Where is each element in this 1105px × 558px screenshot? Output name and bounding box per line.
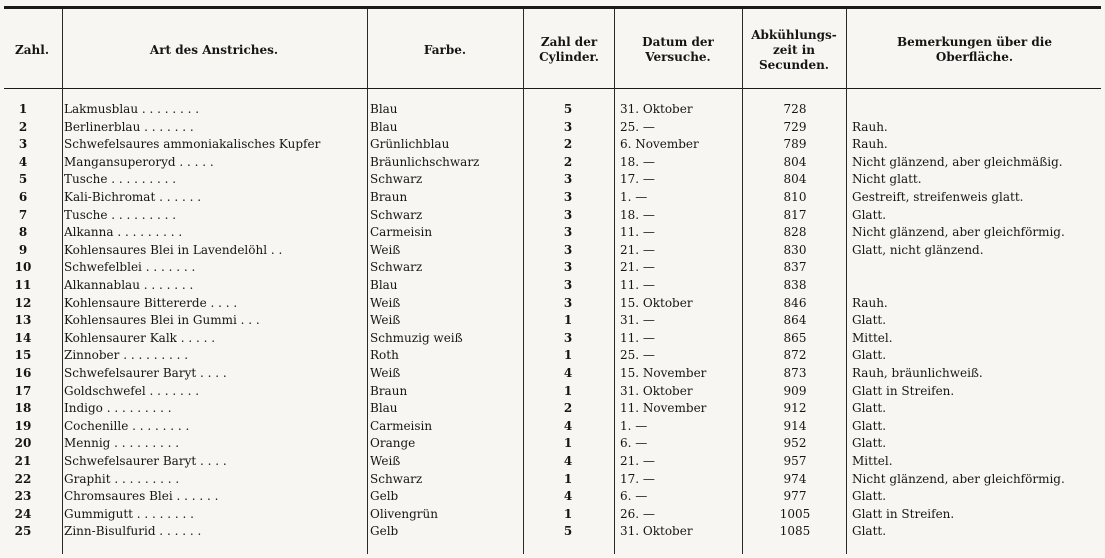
color-cell: Schwarz: [370, 471, 423, 486]
surface-remark-cell: Nicht glatt.: [852, 172, 922, 187]
coating-type-cell: Gummigutt . . . . . . . .: [64, 506, 194, 521]
cylinder-count-cell: 2: [563, 154, 573, 169]
surface-remark-cell: Glatt in Streifen.: [852, 383, 955, 398]
table-row: [4, 207, 1101, 224]
cooling-time-cell: 828: [783, 225, 807, 240]
coating-type-cell: Goldschwefel . . . . . . .: [64, 383, 200, 398]
coating-type-cell: Mennig . . . . . . . . .: [64, 436, 180, 451]
color-cell: Schmuzig weiß: [370, 330, 463, 345]
header-datum: Datum der Versuche.: [642, 35, 714, 64]
surface-remark-cell: Nicht glänzend, aber gleichförmig.: [852, 471, 1065, 486]
color-cell: Blau: [370, 119, 398, 134]
cooling-time-cell: 957: [783, 454, 807, 468]
test-date-cell: 1. —: [620, 190, 648, 204]
row-number-cell: 25: [14, 524, 32, 539]
cylinder-count-cell: 1: [563, 383, 573, 398]
coating-type-cell: Graphit . . . . . . . . .: [64, 471, 180, 486]
row-number-cell: 17: [14, 383, 32, 398]
color-cell: Roth: [370, 348, 399, 363]
test-date-cell: 15. Oktober: [620, 295, 693, 310]
test-date-cell: 11. November: [620, 401, 707, 416]
cooling-time-cell: 952: [783, 436, 807, 451]
cooling-time-cell: 912: [783, 401, 807, 416]
coating-type-cell: Tusche . . . . . . . . .: [64, 207, 177, 222]
row-number-cell: 19: [14, 418, 32, 433]
coating-type-cell: Schwefelsaurer Baryt . . . .: [64, 454, 227, 468]
surface-remark-cell: Rauh, bräunlichweiß.: [852, 366, 983, 380]
surface-remark-cell: Glatt.: [852, 313, 887, 328]
test-date-cell: 25. —: [620, 348, 655, 363]
surface-remark-cell: Rauh.: [852, 119, 888, 134]
cooling-time-cell: 804: [783, 172, 807, 187]
row-number-cell: 20: [14, 436, 32, 451]
row-number-cell: 5: [18, 172, 28, 187]
table-row: [4, 365, 1101, 382]
row-number-cell: 14: [14, 330, 32, 345]
coating-type-cell: Kohlensaurer Kalk . . . . .: [64, 330, 216, 345]
row-number-cell: 9: [18, 242, 28, 257]
row-number-cell: 4: [18, 154, 28, 169]
surface-remark-cell: Glatt.: [852, 207, 887, 222]
surface-remark-cell: Glatt.: [852, 401, 887, 416]
coating-type-cell: Alkanna . . . . . . . . .: [64, 225, 183, 240]
table-row: [4, 171, 1101, 188]
coating-type-cell: Schwefelsaurer Baryt . . . .: [64, 366, 227, 380]
test-date-cell: 11. —: [620, 225, 655, 240]
surface-remark-cell: Nicht glänzend, aber gleichmäßig.: [852, 154, 1063, 169]
cooling-time-cell: 977: [783, 489, 807, 504]
test-date-cell: 17. —: [620, 471, 655, 486]
surface-remark-cell: Glatt.: [852, 489, 887, 504]
color-cell: Gelb: [370, 489, 399, 504]
row-number-cell: 21: [14, 454, 32, 468]
table-row: [4, 471, 1101, 488]
surface-remark-cell: Glatt.: [852, 418, 887, 433]
data-table: [4, 6, 1101, 554]
color-cell: Weiß: [370, 313, 401, 328]
test-date-cell: 6. November: [620, 137, 699, 152]
color-cell: Weiß: [370, 366, 401, 380]
test-date-cell: 1. —: [620, 418, 648, 433]
coating-type-cell: Lakmusblau . . . . . . . .: [64, 102, 200, 116]
cooling-time-cell: 872: [783, 348, 807, 363]
cylinder-count-cell: 1: [563, 436, 573, 451]
cooling-time-cell: 1085: [779, 524, 811, 539]
color-cell: Orange: [370, 436, 416, 451]
table-row: [4, 400, 1101, 417]
cylinder-count-cell: 3: [563, 295, 573, 310]
color-cell: Blau: [370, 278, 398, 292]
header-farbe: Farbe.: [423, 42, 467, 57]
color-cell: Schwarz: [370, 172, 423, 187]
table-row: [4, 506, 1101, 523]
row-number-cell: 11: [14, 278, 32, 292]
cooling-time-cell: 864: [783, 313, 807, 328]
cylinder-count-cell: 5: [563, 102, 573, 116]
row-number-cell: 24: [14, 506, 32, 521]
color-cell: Weiß: [370, 454, 401, 468]
color-cell: Bräunlichschwarz: [370, 154, 480, 169]
cooling-time-cell: 1005: [779, 506, 811, 521]
test-date-cell: 17. —: [620, 172, 655, 187]
color-cell: Grünlichblau: [370, 137, 450, 152]
cylinder-count-cell: 3: [563, 225, 573, 240]
coating-type-cell: Zinn-Bisulfurid . . . . . .: [64, 524, 202, 539]
table-row: [4, 277, 1101, 294]
row-number-cell: 13: [14, 313, 32, 328]
cylinder-count-cell: 3: [563, 278, 573, 292]
cylinder-count-cell: 1: [563, 471, 573, 486]
cooling-time-cell: 837: [783, 260, 807, 275]
coating-type-cell: Chromsaures Blei . . . . . .: [64, 489, 219, 504]
header-art: Art des Anstriches.: [149, 42, 279, 57]
coating-type-cell: Schwefelsaures ammoniakalisches Kupfer: [64, 137, 321, 152]
header-bemerkungen: Bemerkungen über die Oberfläche.: [897, 35, 1052, 64]
surface-remark-cell: Mittel.: [852, 330, 893, 345]
surface-remark-cell: Rauh.: [852, 295, 888, 310]
table-row: [4, 101, 1101, 118]
test-date-cell: 25. —: [620, 119, 655, 134]
cooling-time-cell: 909: [783, 383, 807, 398]
color-cell: Weiß: [370, 295, 401, 310]
table-row: [4, 523, 1101, 540]
cylinder-count-cell: 4: [563, 418, 573, 433]
surface-remark-cell: Mittel.: [852, 454, 893, 468]
color-cell: Weiß: [370, 242, 401, 257]
row-number-cell: 16: [14, 366, 32, 380]
test-date-cell: 21. —: [620, 242, 655, 257]
color-cell: Olivengrün: [370, 506, 438, 521]
row-number-cell: 15: [14, 348, 32, 363]
test-date-cell: 26. —: [620, 506, 655, 521]
coating-type-cell: Berlinerblau . . . . . . .: [64, 119, 194, 134]
cooling-time-cell: 830: [783, 242, 807, 257]
test-date-cell: 31. Oktober: [620, 524, 693, 539]
cooling-time-cell: 804: [783, 154, 807, 169]
row-number-cell: 7: [18, 207, 28, 222]
table-row: [4, 347, 1101, 364]
color-cell: Braun: [370, 190, 408, 204]
coating-type-cell: Zinnober . . . . . . . . .: [64, 348, 189, 363]
table-row: [4, 488, 1101, 505]
test-date-cell: 31. Oktober: [620, 102, 693, 116]
cylinder-count-cell: 3: [563, 330, 573, 345]
table-row: [4, 136, 1101, 153]
table-row: [4, 383, 1101, 400]
table-row: [4, 189, 1101, 206]
table-row: [4, 330, 1101, 347]
table-row: [4, 119, 1101, 136]
row-number-cell: 1: [18, 102, 28, 116]
cylinder-count-cell: 3: [563, 172, 573, 187]
table-row: [4, 435, 1101, 452]
row-number-cell: 10: [14, 260, 32, 275]
coating-type-cell: Alkannablau . . . . . . .: [64, 278, 194, 292]
color-cell: Blau: [370, 102, 398, 116]
color-cell: Schwarz: [370, 207, 423, 222]
surface-remark-cell: Gestreift, streifenweis glatt.: [852, 190, 1024, 204]
cylinder-count-cell: 3: [563, 190, 573, 204]
cylinder-count-cell: 5: [563, 524, 573, 539]
row-number-cell: 12: [14, 295, 32, 310]
cooling-time-cell: 914: [783, 418, 807, 433]
color-cell: Gelb: [370, 524, 399, 539]
cylinder-count-cell: 1: [563, 506, 573, 521]
cooling-time-cell: 838: [783, 278, 807, 292]
surface-remark-cell: Glatt.: [852, 436, 887, 451]
surface-remark-cell: Glatt.: [852, 524, 887, 539]
table-row: [4, 295, 1101, 312]
cylinder-count-cell: 1: [563, 348, 573, 363]
test-date-cell: 11. —: [620, 330, 655, 345]
coating-type-cell: Indigo . . . . . . . . .: [64, 401, 172, 416]
cylinder-count-cell: 3: [563, 207, 573, 222]
test-date-cell: 21. —: [620, 260, 655, 275]
cylinder-count-cell: 4: [563, 489, 573, 504]
cooling-time-cell: 865: [783, 330, 807, 345]
coating-type-cell: Kohlensaures Blei in Lavendelöhl . .: [64, 242, 283, 257]
cylinder-count-cell: 2: [563, 137, 573, 152]
coating-type-cell: Kohlensaure Bittererde . . . .: [64, 295, 238, 310]
cylinder-count-cell: 1: [563, 313, 573, 328]
test-date-cell: 18. —: [620, 154, 655, 169]
color-cell: Braun: [370, 383, 408, 398]
cooling-time-cell: 789: [783, 137, 807, 152]
surface-remark-cell: Glatt in Streifen.: [852, 506, 955, 521]
cooling-time-cell: 817: [783, 207, 807, 222]
test-date-cell: 31. Oktober: [620, 383, 693, 398]
cylinder-count-cell: 3: [563, 242, 573, 257]
coating-type-cell: Schwefelblei . . . . . . .: [64, 260, 196, 275]
cylinder-count-cell: 3: [563, 119, 573, 134]
test-date-cell: 21. —: [620, 454, 655, 468]
cooling-time-cell: 729: [783, 119, 807, 134]
table-row: [4, 154, 1101, 171]
coating-type-cell: Cochenille . . . . . . . .: [64, 418, 190, 433]
row-number-cell: 3: [18, 137, 28, 152]
coating-type-cell: Kohlensaures Blei in Gummi . . .: [64, 313, 260, 328]
row-number-cell: 23: [14, 489, 32, 504]
coating-type-cell: Tusche . . . . . . . . .: [64, 172, 177, 187]
cylinder-count-cell: 2: [563, 401, 573, 416]
header-zylinder: Zahl der Cylinder.: [539, 35, 599, 64]
surface-remark-cell: Rauh.: [852, 137, 888, 152]
table-row: [4, 259, 1101, 276]
test-date-cell: 18. —: [620, 207, 655, 222]
table-row: [4, 242, 1101, 259]
surface-remark-cell: Glatt, nicht glänzend.: [852, 242, 984, 257]
test-date-cell: 6. —: [620, 489, 648, 504]
color-cell: Carmeisin: [370, 418, 433, 433]
cylinder-count-cell: 3: [563, 260, 573, 275]
test-date-cell: 31. —: [620, 313, 655, 328]
test-date-cell: 11. —: [620, 278, 655, 292]
table-top-rule: [4, 6, 1101, 9]
cooling-time-cell: 974: [783, 471, 807, 486]
cooling-time-cell: 873: [783, 366, 807, 380]
surface-remark-cell: Glatt.: [852, 348, 887, 363]
color-cell: Blau: [370, 401, 398, 416]
test-date-cell: 15. November: [620, 366, 707, 380]
test-date-cell: 6. —: [620, 436, 648, 451]
cooling-time-cell: 846: [783, 295, 807, 310]
cylinder-count-cell: 4: [563, 366, 573, 380]
header-abkuehlung: Abkühlungs- zeit in Secunden.: [751, 27, 837, 72]
color-cell: Carmeisin: [370, 225, 433, 240]
surface-remark-cell: Nicht glänzend, aber gleichförmig.: [852, 225, 1065, 240]
coating-type-cell: Kali-Bichromat . . . . . .: [64, 190, 202, 204]
cylinder-count-cell: 4: [563, 454, 573, 468]
table-row: [4, 453, 1101, 470]
header-bottom-rule: [4, 88, 1101, 89]
header-num: Zahl.: [15, 42, 49, 57]
coating-type-cell: Mangansuperoryd . . . . .: [64, 154, 214, 169]
row-number-cell: 6: [18, 190, 28, 204]
cooling-time-cell: 728: [783, 102, 807, 116]
table-row: [4, 224, 1101, 241]
color-cell: Schwarz: [370, 260, 423, 275]
row-number-cell: 18: [14, 401, 32, 416]
table-row: [4, 418, 1101, 435]
row-number-cell: 8: [18, 225, 28, 240]
cooling-time-cell: 810: [783, 190, 807, 204]
row-number-cell: 22: [14, 471, 32, 486]
row-number-cell: 2: [18, 119, 28, 134]
table-row: [4, 312, 1101, 329]
